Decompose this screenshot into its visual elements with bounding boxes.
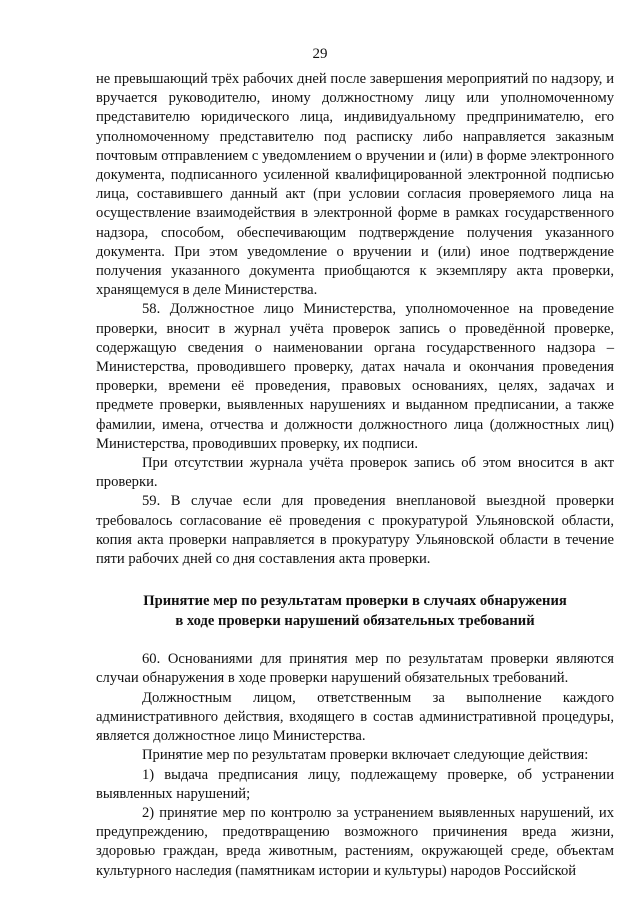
list-item-1: 1) выдача предписания лицу, подлежащему проверке, об устранении выявленных нарушений; [96, 766, 614, 802]
section-heading-line-2: в ходе проверки нарушений обязательных требований [175, 613, 535, 630]
section-heading [96, 591, 614, 631]
page-number: 29 [312, 46, 328, 62]
paragraph-actions-intro: Принятие мер по результатам проверки включает следующие действия: [142, 747, 589, 764]
section-heading-line-1: Принятие мер по результатам проверки в случаях обнаружения [143, 593, 567, 610]
paragraph-59: 59. В случае если для проведения внеплановой выездной проверки требовалось согласование её проведения с прокуратурой Ульяновской области, копия акта проверки направляется в прокуратуру Ульяновской области в течение пяти рабочих дней со дня составления акта проверки. [96, 493, 614, 568]
document-body [96, 70, 614, 881]
paragraph-60: 60. Основаниями для принятия мер по результатам проверки являются случаи обнаружения в ходе проверки нарушений обязательных требований. [96, 651, 614, 687]
list-item-2: 2) принятие мер по контролю за устранением выявленных нарушений, их предупреждению, предотвращению возможного причинения вреда жизни, здоровью граждан, вреда животным, растениям, окружающей среде, объектам культурного наследия (памятникам истории и культуры) народов Российской [96, 804, 614, 879]
paragraph-continuation: не превышающий трёх рабочих дней после завершения мероприятий по надзору, и вручается руководителю, иному должностному лицу или уполномоченному представителю юридического лица, индивидуальному предпринимателю, его уполномоченному представителю под расписку либо направляется заказным почтовым отправлением с уведомлением о вручении и (или) в форме электронного документа, подписанного усиленной квалифицированной электронной подписью лица, составившего данный акт (при условии согласия проверяемого лица на осуществление взаимодействия в электронной форме в рамках государственного надзора, способом, обеспечивающим подтверждение получения указанного документа. При этом уведомление о вручении и (или) иное подтверждение получения указанного документа приобщаются к экземпляру акта проверки, хранящемуся в деле Министерства. [96, 71, 614, 299]
paragraph-58: 58. Должностное лицо Министерства, уполномоченное на проведение проверки, вносит в журнал учёта проверок запись о проведённой проверке, содержащую сведения о наименовании органа государственного надзора – Министерства, проводившего проверку, датах начала и окончания проведения проверки, времени её проведения, правовых основаниях, целях, задачах и предмете проверки, выявленных нарушениях и выданном предписании, а также фамилии, имена, отчества и должности должностного лица (должностных лиц) Министерства, проводивших проверку, их подписи. [96, 301, 614, 452]
paragraph-journal-absence: При отсутствии журнала учёта проверок запись об этом вносится в акт проверки. [96, 455, 614, 491]
paragraph-responsible-person: Должностным лицом, ответственным за выполнение каждого административного действия, входящего в состав административной процедуры, является должностное лицо Министерства. [96, 689, 614, 745]
